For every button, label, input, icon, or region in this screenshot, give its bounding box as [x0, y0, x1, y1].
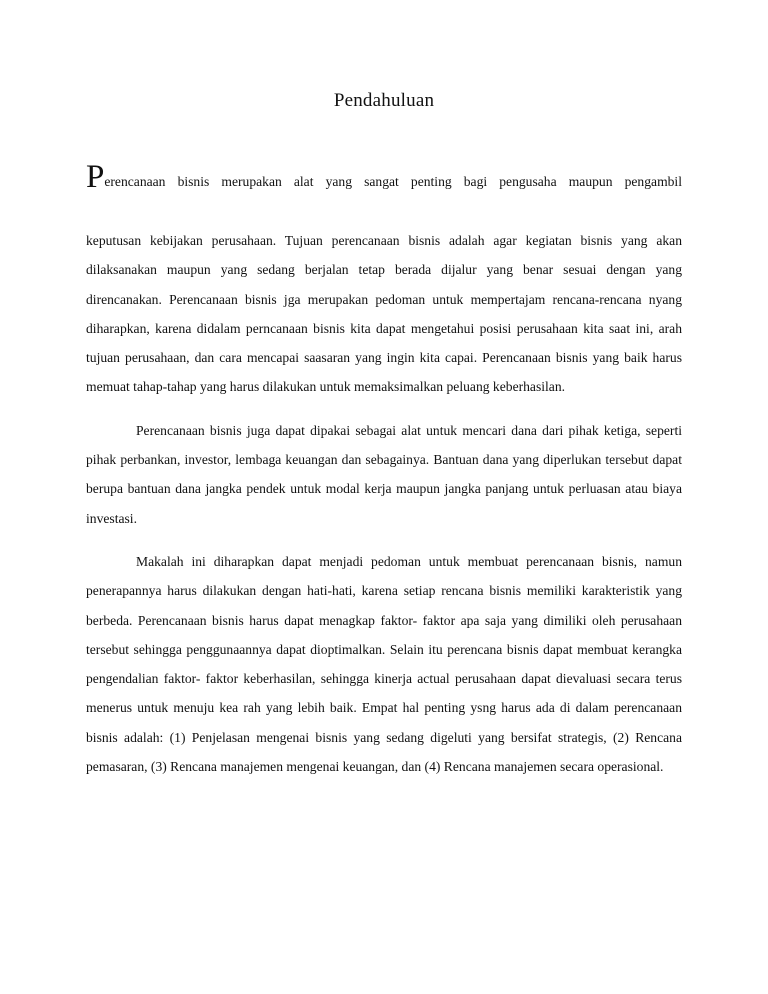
body-text: [86, 226, 682, 795]
opening-line: [86, 159, 682, 196]
drop-cap: P: [86, 159, 105, 195]
paragraph-1: keputusan kebijakan perusahaan. Tujuan perencanaan bisnis adalah agar kegiatan bisnis yang akan dilaksanakan maupun yang sedang berjalan tetap berada dijalur yang benar sesuai dengan yang direncanakan. Perencanaan bisnis jga merupakan pedoman untuk mempertajam rencana-rencana nyang diharapkan, karena didalam perncanaan bisnis kita dapat mengetahui posisi perusahaan kita saat ini, arah tujuan perusahaan, dan cara mencapai saasaran yang ingin kita capai. Perencanaan bisnis yang baik harus memuat tahap-tahap yang harus dilakukan untuk memaksimalkan peluang keberhasilan.: [86, 233, 682, 395]
paragraph-2: Perencanaan bisnis juga dapat dipakai sebagai alat untuk mencari dana dari pihak ketiga, seperti pihak perbankan, investor, lembaga keuangan dan sebagainya. Bantuan dana yang diperlukan tersebut dapat berupa bantuan dana jangka pendek untuk modal kerja maupun jangka panjang untuk perluasan atau biaya investasi.: [86, 422, 682, 526]
page-title: Pendahuluan: [333, 90, 435, 111]
paragraph-3: Makalah ini diharapkan dapat menjadi pedoman untuk membuat perencanaan bisnis, namun penerapannya harus dilakukan dengan hati-hati, karena setiap rencana bisnis memiliki karakteristik yang berbeda. Perencanaan bisnis harus dapat menagkap faktor- faktor apa saja yang dimiliki oleh perusahaan tersebut sehingga penggunaannya dapat dioptimalkan. Selain itu perencana bisnis dapat membuat kerangka pengendalian faktor- faktor keberhasilan, sehingga kinerja actual perusahaan dapat dievaluasi secara terus menerus untuk menuju kea rah yang lebih baik. Empat hal penting ysng harus ada di dalam perencanaan bisnis adalah: (1) Penjelasan mengenai bisnis yang sedang digeluti yang bersifat strategis, (2) Rencana pemasaran, (3) Rencana manajemen mengenai keuangan, dan (4) Rencana manajemen secara operasional.: [86, 553, 682, 775]
opening-line-text: erencanaan bisnis merupakan alat yang sangat penting bagi pengusaha maupun pengambil: [104, 174, 682, 189]
